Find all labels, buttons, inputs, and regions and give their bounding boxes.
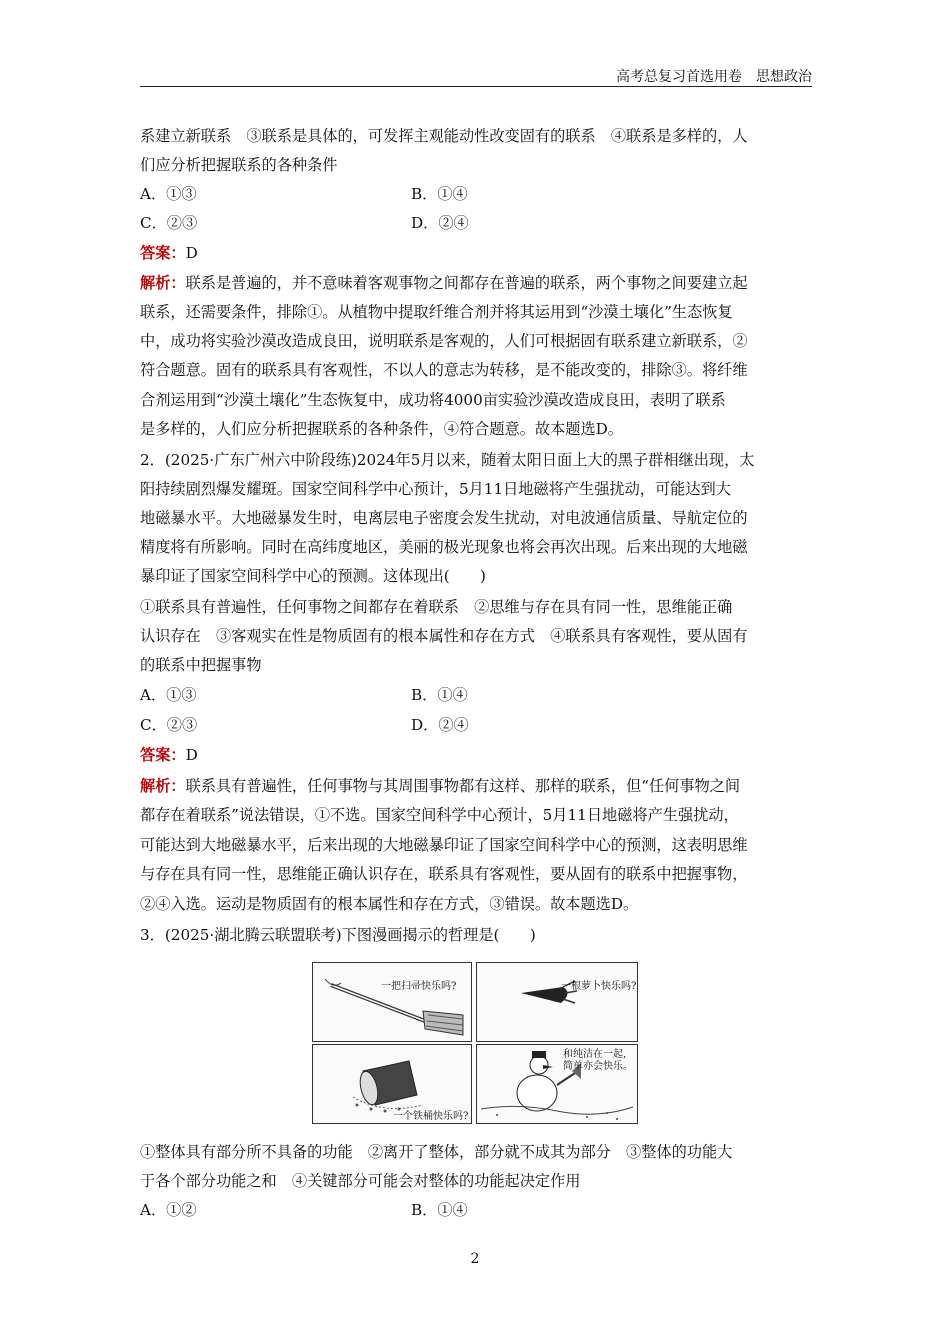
q1-option-a: A．①③: [140, 185, 197, 203]
comic-bubble-4-line-2: 简单亦会快乐。: [563, 1061, 633, 1072]
q3-item-2: 于各个部分功能之和 ④关键部分可能会对整体的功能起决定作用: [140, 1172, 581, 1190]
comic-figure: [312, 962, 638, 1122]
header-title: 高考总复习首选用卷 思想政治: [616, 69, 812, 85]
q2-answer: [140, 745, 198, 765]
q1-option-c: C．②③: [140, 214, 198, 232]
comic-panel-bucket: [312, 1044, 472, 1124]
q2-stem-2: 阳持续剧烈爆发耀斑。国家空间科学中心预计，5月11日地磁将产生强扰动，可能达到大: [140, 480, 731, 498]
q2-item-2: 认识存在 ③客观实在性是物质固有的根本属性和存在方式 ④联系具有客观性，要从固有: [140, 627, 748, 645]
q1-analysis-2: 联系，还需要条件，排除①。从植物中提取纤维合剂并将其运用到“沙漠土壤化”生态恢复: [140, 303, 733, 321]
q2-analysis-5: ②④入选。运动是物质固有的根本属性和存在方式，③错误。故本题选D。: [140, 895, 639, 913]
q1-option-d: D．②④: [411, 214, 469, 232]
answer-value: D: [185, 244, 198, 262]
q2-option-a: A．①③: [140, 686, 197, 704]
q3-item-1: ①整体具有部分所不具备的功能 ②离开了整体，部分就不成其为部分 ③整体的功能大: [140, 1143, 733, 1161]
q3-option-a: A．①②: [140, 1201, 197, 1219]
comic-bubble-3: 一个铁桶快乐吗?: [393, 1111, 469, 1122]
comic-panel-snowman: [476, 1044, 638, 1124]
q2-option-c: C．②③: [140, 716, 198, 734]
comic-bubble-2: 一根萝卜快乐吗?: [561, 981, 637, 992]
q1-analysis-1: [140, 273, 748, 293]
q2-stem-3: 地磁暴水平。大地磁暴发生时，电离层电子密度会发生扰动，对电波通信质量、导航定位的: [140, 509, 748, 527]
q2-item-3: 的联系中把握事物: [140, 656, 262, 674]
q2-analysis-2: 都存在着联系”说法错误，①不选。国家空间科学中心预计，5月11日地磁将产生强扰动，: [140, 806, 739, 824]
q1-answer: [140, 243, 198, 263]
q3-stem: 3．(2025·湖北腾云联盟联考)下图漫画揭示的哲理是( ): [140, 926, 536, 944]
analysis-label: 解析：: [140, 777, 186, 795]
q2-stem-5: 暴印证了国家空间科学中心的预测。这体现出( ): [140, 567, 486, 585]
q2-option-d: D．②④: [411, 716, 469, 734]
analysis-label: 解析：: [140, 274, 186, 292]
q1-line-2: 们应分析把握联系的各种条件: [140, 156, 338, 174]
comic-bubble-1: 一把扫帚快乐吗?: [381, 981, 457, 992]
q2-option-b: B．①④: [411, 686, 468, 704]
carrot-icon: [477, 963, 637, 1041]
page-number: 2: [470, 1251, 480, 1267]
page-header: [140, 66, 812, 87]
answer-value: D: [185, 746, 198, 764]
q1-option-b: B．①④: [411, 185, 468, 203]
q1-line-1: 系建立新联系 ③联系是具体的，可发挥主观能动性改变固有的联系 ④联系是多样的，人: [140, 127, 748, 145]
answer-label: 答案：: [140, 244, 186, 262]
q2-analysis-3: 可能达到大地磁暴水平，后来出现的大地磁暴印证了国家空间科学中心的预测，这表明思维: [140, 836, 748, 854]
q2-item-1: ①联系具有普遍性，任何事物之间都存在着联系 ②思维与存在具有同一性，思维能正确: [140, 598, 733, 616]
q2-stem-4: 精度将有所影响。同时在高纬度地区，美丽的极光现象也将会再次出现。后来出现的大地磁: [140, 538, 748, 556]
comic-bubble-4-line-1: 和纯洁在一起,: [563, 1049, 627, 1060]
q2-analysis-1: [140, 776, 740, 796]
q1-analysis-3: 中，成功将实验沙漠改造成良田，说明联系是客观的，人们可根据固有联系建立新联系，②: [140, 332, 748, 350]
analysis-text: 联系是普遍的，并不意味着客观事物之间都存在普遍的联系，两个事物之间要建立起: [185, 274, 748, 292]
analysis-text: 联系具有普遍性，任何事物与其周围事物都有这样、那样的联系，但“任何事物之间: [185, 777, 741, 795]
q2-analysis-4: 与存在具有同一性，思维能正确认识存在，联系具有客观性，要从固有的联系中把握事物，: [140, 865, 748, 883]
q1-analysis-4: 符合题意。固有的联系具有客观性，不以人的意志为转移，是不能改变的，排除③。将纤维: [140, 361, 748, 379]
q3-option-b: B．①④: [411, 1201, 468, 1219]
q1-analysis-5: 合剂运用到“沙漠土壤化”生态恢复中，成功将4000亩实验沙漠改造成良田，表明了联系: [140, 391, 726, 409]
comic-panel-carrot: [476, 962, 638, 1042]
answer-label: 答案：: [140, 746, 186, 764]
comic-bubble-4: [563, 1049, 633, 1073]
comic-panel-broom: [312, 962, 472, 1042]
broom-icon: [313, 963, 471, 1041]
q1-analysis-6: 是多样的，人们应分析把握联系的各种条件，④符合题意。故本题选D。: [140, 420, 623, 438]
q2-stem-1: 2．(2025·广东广州六中阶段练)2024年5月以来，随着太阳日面上大的黑子群相继出现，太: [140, 451, 755, 469]
